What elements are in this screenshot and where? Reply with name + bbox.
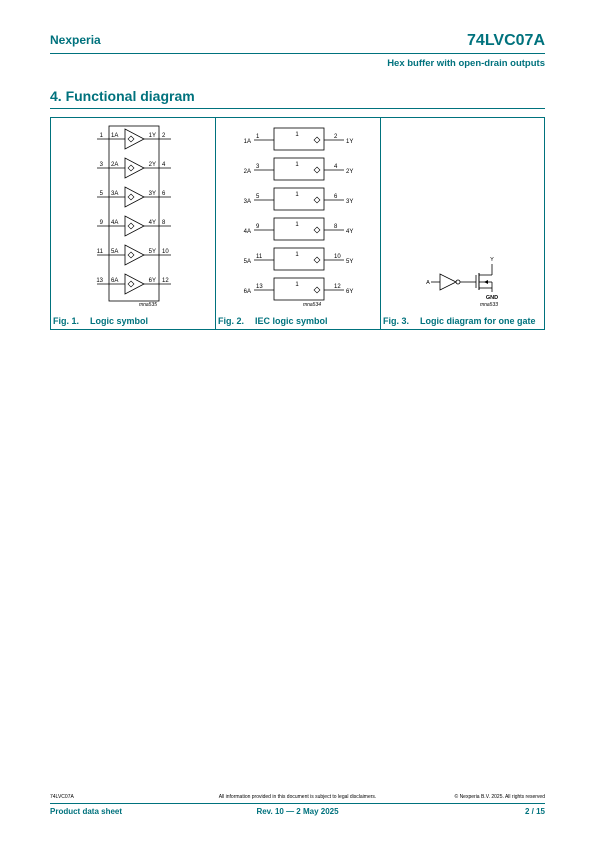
gate-function-label: 1 (295, 222, 299, 228)
input-label: 6A (243, 289, 251, 295)
gate-box (274, 278, 324, 300)
output-label: 4Y (148, 220, 156, 226)
gate-function-label: 1 (295, 252, 299, 258)
figure-caption-2 (218, 316, 328, 326)
output-pin-number: 8 (334, 224, 338, 230)
open-drain-diamond-icon (128, 194, 134, 200)
figure-caption-1 (53, 316, 148, 326)
footer-rule (50, 803, 545, 804)
output-label: 2Y (346, 169, 354, 175)
iec-logic-symbol-diagram (216, 118, 380, 314)
input-label: 3A (111, 191, 119, 197)
output-pin-number: 4 (162, 162, 166, 168)
output-label: Y (490, 257, 494, 263)
output-label: 5Y (148, 249, 156, 255)
gate-box (274, 128, 324, 150)
logic-symbol-diagram (51, 118, 215, 314)
input-label: 2A (111, 162, 119, 168)
gate-function-label: 1 (295, 132, 299, 138)
output-label: 1Y (346, 139, 354, 145)
input-label: 3A (243, 199, 251, 205)
document-subtitle: Hex buffer with open-drain outputs (387, 58, 545, 69)
output-label: 1Y (148, 133, 156, 139)
input-pin-number: 13 (256, 284, 263, 290)
input-label: 5A (111, 249, 119, 255)
part-number: 74LVC07A (467, 32, 545, 49)
gate-box (274, 188, 324, 210)
iec-gate (244, 278, 354, 300)
iec-gate (244, 218, 354, 240)
output-pin-number: 10 (334, 254, 341, 260)
input-pin-number: 5 (99, 191, 103, 197)
iec-gate (244, 188, 354, 210)
input-label: 2A (243, 169, 251, 175)
output-pin-number: 6 (162, 191, 166, 197)
gate-box (274, 218, 324, 240)
input-pin-number: 1 (99, 133, 103, 139)
output-label: 6Y (148, 278, 156, 284)
figure-caption-3 (383, 316, 536, 326)
brand-name: Nexperia (50, 33, 101, 47)
input-label: A (426, 280, 430, 286)
gate-function-label: 1 (295, 162, 299, 168)
open-drain-diamond-icon (128, 252, 134, 258)
output-pin-number: 12 (162, 278, 169, 284)
open-drain-diamond-icon (128, 136, 134, 142)
input-label: 4A (243, 229, 251, 235)
buffer-gate (97, 216, 171, 236)
footer-revision: Rev. 10 — 2 May 2025 (256, 807, 339, 816)
buffer-gate (97, 158, 171, 178)
output-pin-number: 8 (162, 220, 166, 226)
output-pin-number: 4 (334, 164, 338, 170)
figure-panel (50, 117, 545, 330)
footer-legal: All information provided in this document is subject to legal disclaimers. (218, 794, 377, 800)
input-pin-number: 3 (99, 162, 103, 168)
buffer-gate (97, 187, 171, 207)
input-pin-number: 5 (256, 194, 260, 200)
caption-text: Logic symbol (90, 316, 149, 326)
iec-gate (244, 248, 354, 270)
input-label: 1A (111, 133, 119, 139)
output-pin-number: 2 (162, 133, 166, 139)
open-drain-diamond-icon (128, 281, 134, 287)
ground-label: GND (485, 295, 499, 301)
input-pin-number: 11 (96, 249, 103, 255)
gate-function-label: 1 (295, 192, 299, 198)
gate-function-label: 1 (295, 282, 299, 288)
input-label: 5A (243, 259, 251, 265)
iec-gate (244, 128, 354, 150)
caption-number: Fig. 2. (218, 316, 245, 326)
output-label: 6Y (346, 289, 354, 295)
output-pin-number: 2 (334, 134, 338, 140)
open-drain-diamond-icon (314, 227, 320, 233)
figure-ref: mna533 (479, 302, 499, 308)
open-drain-diamond-icon (314, 167, 320, 173)
package-outline (109, 126, 159, 301)
input-pin-number: 13 (96, 278, 103, 284)
input-pin-number: 1 (256, 134, 260, 140)
figure-ref: mna534 (302, 302, 322, 308)
input-pin-number: 9 (99, 220, 103, 226)
open-drain-diamond-icon (314, 257, 320, 263)
input-label: 1A (243, 139, 251, 145)
caption-number: Fig. 1. (53, 316, 80, 326)
buffer-gate (97, 129, 171, 149)
output-pin-number: 12 (334, 284, 341, 290)
open-drain-diamond-icon (314, 287, 320, 293)
input-label: 4A (111, 220, 119, 226)
gate-box (274, 158, 324, 180)
gate-box (274, 248, 324, 270)
input-pin-number: 3 (256, 164, 260, 170)
open-drain-diamond-icon (128, 165, 134, 171)
header-rule (50, 53, 545, 54)
output-label: 4Y (346, 229, 354, 235)
open-drain-diamond-icon (128, 223, 134, 229)
output-label: 5Y (346, 259, 354, 265)
body-arrow (484, 280, 488, 284)
footer-doc-type: Product data sheet (50, 807, 123, 816)
section-title: 4. Functional diagram (50, 88, 195, 104)
caption-text: Logic diagram for one gate (420, 316, 536, 326)
figure-ref: mna535 (138, 302, 158, 308)
inverter-symbol (440, 274, 456, 290)
output-label: 3Y (148, 191, 156, 197)
footer-doc-id: 74LVC07A (50, 794, 74, 800)
input-pin-number: 9 (256, 224, 260, 230)
buffer-gate (96, 274, 171, 294)
caption-text: IEC logic symbol (255, 316, 328, 326)
open-drain-diamond-icon (314, 197, 320, 203)
output-label: 2Y (148, 162, 156, 168)
section-rule (50, 108, 545, 109)
footer-page-number: 2 / 15 (524, 807, 545, 816)
gate-logic-diagram (381, 118, 545, 314)
output-pin-number: 10 (162, 249, 169, 255)
buffer-gate (97, 245, 171, 265)
output-label: 3Y (346, 199, 354, 205)
open-drain-diamond-icon (314, 137, 320, 143)
iec-gate (244, 158, 354, 180)
input-pin-number: 11 (256, 254, 263, 260)
input-label: 6A (111, 278, 119, 284)
caption-number: Fig. 3. (383, 316, 410, 326)
footer-copyright: © Nexperia B.V. 2025. All rights reserved (454, 794, 545, 800)
output-pin-number: 6 (334, 194, 338, 200)
